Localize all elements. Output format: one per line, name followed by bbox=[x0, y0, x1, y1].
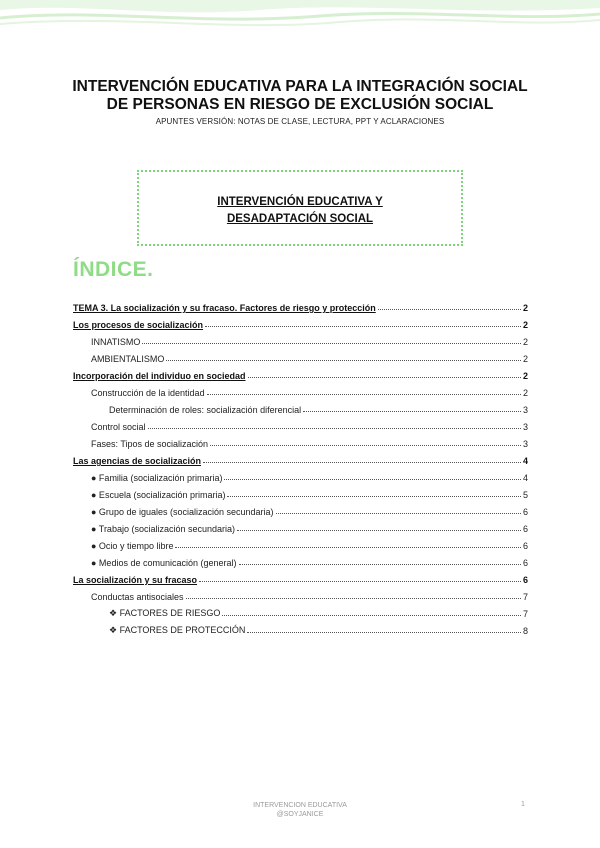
decorative-wave-banner bbox=[0, 0, 600, 40]
toc-entry-factores-riesgo[interactable] bbox=[109, 602, 528, 619]
toc-entry-identidad[interactable] bbox=[91, 381, 528, 398]
page-footer bbox=[0, 801, 600, 819]
toc-entry-label: ● Escuela (socialización primaria) bbox=[91, 490, 226, 500]
toc-entry-page: 8 bbox=[522, 626, 528, 636]
toc-entry-page: 3 bbox=[522, 439, 528, 449]
toc-entry-page: 2 bbox=[522, 337, 528, 347]
toc-entry-page: 3 bbox=[522, 422, 528, 432]
footer-title: INTERVENCION EDUCATIVA bbox=[253, 802, 347, 809]
toc-entry-page: 6 bbox=[522, 558, 528, 568]
toc-entry-page: 2 bbox=[522, 320, 528, 330]
toc-entry-ocio[interactable] bbox=[91, 534, 528, 551]
toc-entry-label: ● Familia (socialización primaria) bbox=[91, 473, 223, 483]
toc-entry-label: Incorporación del individuo en sociedad bbox=[73, 371, 246, 381]
toc-entry-label: ❖ FACTORES DE PROTECCIÓN bbox=[109, 625, 246, 635]
toc-entry-page: 2 bbox=[522, 354, 528, 364]
toc-entry-escuela[interactable] bbox=[91, 483, 528, 500]
toc-entry-agencias[interactable] bbox=[73, 449, 528, 466]
toc-entry-page: 6 bbox=[522, 507, 528, 517]
toc-entry-label: Los procesos de socialización bbox=[73, 320, 204, 330]
toc-entry-page: 7 bbox=[522, 592, 528, 602]
toc-entry-label: AMBIENTALISMO bbox=[91, 354, 165, 364]
toc-entry-page: 2 bbox=[522, 371, 528, 381]
toc-entry-page: 4 bbox=[522, 456, 528, 466]
topic-title-line2: DESADAPTACIÓN SOCIAL bbox=[226, 213, 374, 225]
toc-entry-label: TEMA 3. La socialización y su fracaso. Factores de riesgo y protección bbox=[73, 303, 376, 313]
toc-entry-page: 7 bbox=[522, 609, 528, 619]
toc-entry-fracaso[interactable] bbox=[73, 568, 528, 585]
toc-entry-label: ● Trabajo (socialización secundaria) bbox=[91, 524, 236, 534]
toc-entry-page: 6 bbox=[522, 524, 528, 534]
toc-entry-label: INNATISMO bbox=[91, 337, 141, 347]
toc-entry-page: 3 bbox=[522, 405, 528, 415]
toc-entry-trabajo[interactable] bbox=[91, 517, 528, 534]
toc-entry-factores-proteccion[interactable] bbox=[109, 619, 528, 636]
toc-entry-incorporacion[interactable] bbox=[73, 364, 528, 381]
toc-entry-label: Las agencias de socialización bbox=[73, 456, 202, 466]
toc-entry-label: ❖ FACTORES DE RIESGO bbox=[109, 608, 221, 618]
toc-entry-label: ● Grupo de iguales (socialización secundaria) bbox=[91, 507, 274, 517]
toc-entry-procesos-socializacion[interactable] bbox=[73, 313, 528, 330]
toc-entry-label: Control social bbox=[91, 422, 146, 432]
footer-handle: @SOYJANICE bbox=[276, 811, 324, 818]
toc-entry-page: 2 bbox=[522, 303, 528, 313]
toc-entry-label: La socialización y su fracaso bbox=[73, 575, 198, 585]
toc-entry-ambientalismo[interactable] bbox=[91, 347, 528, 364]
topic-title-line1: INTERVENCIÓN EDUCATIVA Y bbox=[217, 196, 383, 208]
toc-entry-page: 2 bbox=[522, 388, 528, 398]
toc-entry-page: 4 bbox=[522, 473, 528, 483]
index-heading: ÍNDICE. bbox=[73, 258, 154, 281]
toc-entry-label: ● Ocio y tiempo libre bbox=[91, 541, 174, 551]
topic-box bbox=[137, 170, 463, 246]
toc-entry-grupo-iguales[interactable] bbox=[91, 500, 528, 517]
toc-entry-roles[interactable] bbox=[109, 398, 528, 415]
toc-entry-innatismo[interactable] bbox=[91, 330, 528, 347]
document-title-line2: DE PERSONAS EN RIESGO DE EXCLUSIÓN SOCIAL bbox=[106, 96, 494, 113]
toc-entry-conductas[interactable] bbox=[91, 585, 528, 602]
toc-entry-control-social[interactable] bbox=[91, 415, 528, 432]
page-number: 1 bbox=[521, 801, 525, 808]
document-subtitle: APUNTES VERSIÓN: NOTAS DE CLASE, LECTURA, PPT Y ACLARACIONES bbox=[155, 117, 445, 126]
toc-entry-page: 5 bbox=[522, 490, 528, 500]
toc-entry-page: 6 bbox=[522, 541, 528, 551]
toc-entry-fases[interactable] bbox=[91, 432, 528, 449]
toc-entry-label: Determinación de roles: socialización diferencial bbox=[109, 405, 302, 415]
toc-entry-label: Construcción de la identidad bbox=[91, 388, 205, 398]
toc-entry-label: Fases: Tipos de socialización bbox=[91, 439, 209, 449]
toc-entry-tema-3[interactable] bbox=[73, 296, 528, 313]
document-title-line1: INTERVENCIÓN EDUCATIVA PARA LA INTEGRACIÓN SOCIAL bbox=[72, 78, 528, 95]
toc-entry-page: 6 bbox=[522, 575, 528, 585]
toc-entry-label: ● Medios de comunicación (general) bbox=[91, 558, 237, 568]
toc-entry-label: Conductas antisociales bbox=[91, 592, 184, 602]
toc-entry-medios[interactable] bbox=[91, 551, 528, 568]
toc-entry-familia[interactable] bbox=[91, 466, 528, 483]
